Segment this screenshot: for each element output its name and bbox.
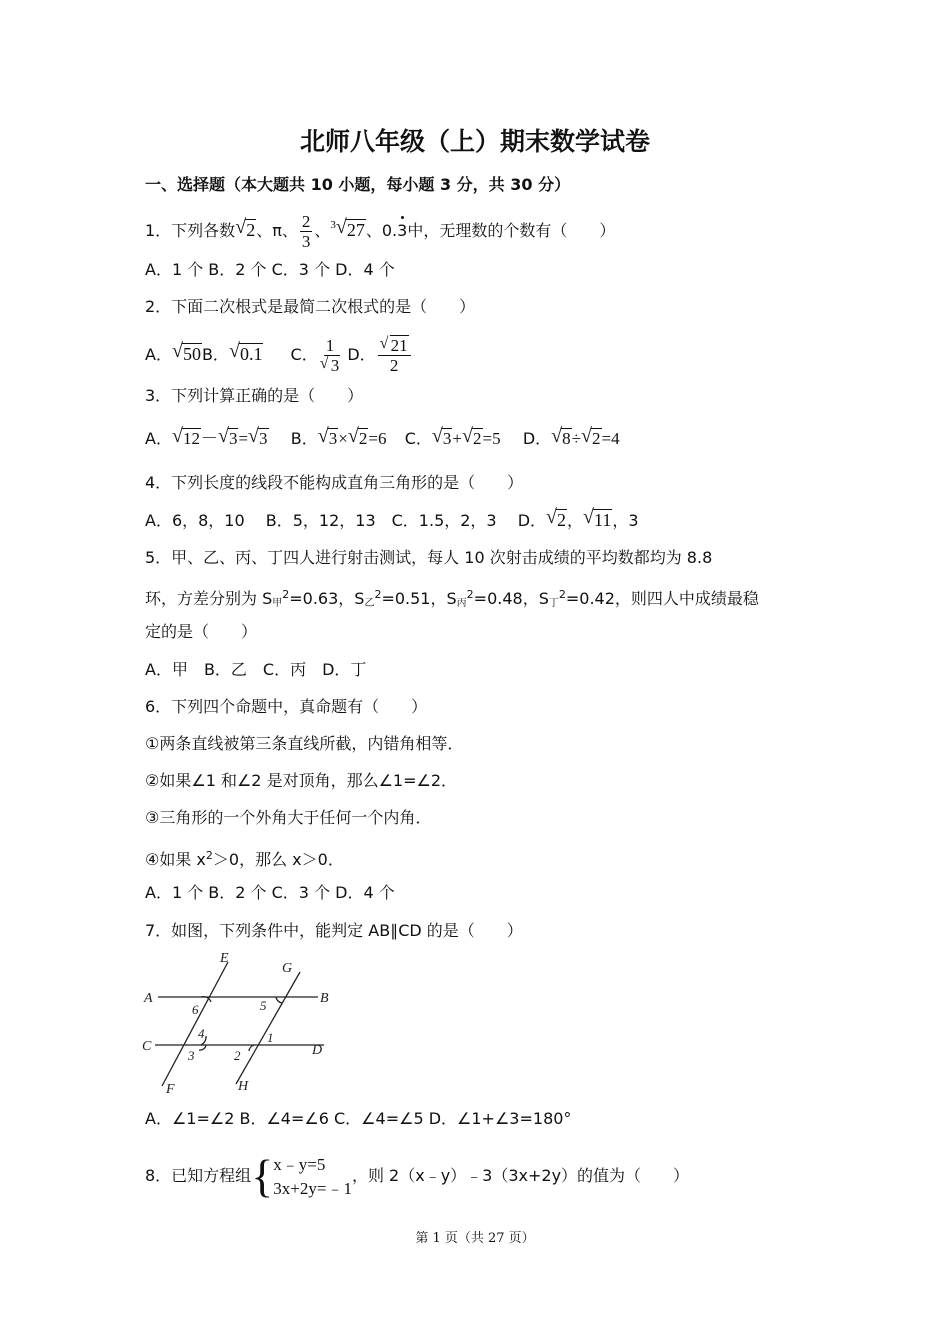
fraction-2-3: $\frac{2}{3}$	[301, 212, 311, 251]
proposition-3: ③三角形的一个外角大于任何一个内角．	[145, 808, 432, 827]
label-1: 1	[267, 1030, 274, 1045]
question-1-options: A．1 个 B．2 个 C．3 个 D．4 个	[145, 260, 395, 279]
repeating-digit: 3	[397, 221, 408, 240]
proposition-1: ①两条直线被第三条直线所截，内错角相等．	[145, 734, 464, 753]
question-2-options: A． √ 50B． √ 0.1 C． 1 √ 3 D． √ 21 2	[145, 336, 413, 375]
section-heading: 一、选择题（本大题共 10 小题，每小题 3 分，共 30 分）	[145, 175, 571, 194]
question-1: 1．下列各数 √ 2、π、 $\frac{2}{3}$ 、$^3$ √ 27、0.3中，无理数的个数有（ ）	[145, 212, 616, 251]
question-3: 3．下列计算正确的是（ ）	[145, 386, 364, 405]
parallel-lines-figure	[140, 950, 340, 1095]
label-2: 2	[234, 1048, 241, 1063]
question-5-options: A．甲 B．乙 C．丙 D．丁	[145, 660, 367, 679]
label-D: D	[312, 1043, 323, 1058]
question-2: 2．下面二次根式是最简二次根式的是（ ）	[145, 297, 476, 316]
question-7-options: A．∠1=∠2 B．∠4=∠6 C．∠4=∠5 D．∠1+∠3=180°	[145, 1109, 572, 1128]
proposition-2: ②如果∠1 和∠2 是对顶角，那么∠1=∠2．	[145, 771, 458, 790]
question-8: 8．已知方程组{ x﹣y=5 3x+2y=﹣1 ，则 2（x﹣y）﹣3（3x+2y）的值为（ ）	[145, 1150, 690, 1202]
sqrt-2: √ 2	[235, 216, 256, 240]
proposition-4: ④如果 $x^2>0$，那么 x＞0．	[145, 849, 344, 869]
question-5-line-2: 环，方差分别为 $S_甲^2=0.63$，$S_乙^2=0.51$，$S_丙^2=0.48$，$S_丁^2=0.42$，则四人中成绩最稳	[145, 588, 759, 609]
page-footer: 第 1 页（共 27 页）	[415, 1231, 535, 1246]
label-6: 6	[192, 1002, 199, 1017]
question-6: 6．下列四个命题中，真命题有（ ）	[145, 697, 428, 716]
label-B: B	[320, 991, 329, 1006]
label-5: 5	[260, 998, 267, 1013]
question-5-line-3: 定的是（ ）	[145, 622, 258, 641]
question-5-line-1: 5．甲、乙、丙、丁四人进行射击测试，每人 10 次射击成绩的平均数都均为 8.8	[145, 548, 713, 567]
label-E: E	[220, 951, 229, 966]
label-C: C	[142, 1039, 152, 1054]
label-4: 4	[198, 1026, 205, 1041]
question-4: 4．下列长度的线段不能构成直角三角形的是（ ）	[145, 473, 524, 492]
label-F: F	[166, 1082, 175, 1095]
page-title: 北师八年级（上）期末数学试卷	[299, 127, 650, 156]
equation-system: x﹣y=5 3x+2y=﹣1	[273, 1154, 352, 1198]
label-H: H	[238, 1079, 249, 1094]
question-7: 7．如图，下列条件中，能判定 AB∥CD 的是（ ）	[145, 921, 523, 940]
question-4-options: A．6，8，10 B．5，12，13 C．1.5，2，3 D． √ 2， √ 11，3	[145, 506, 639, 530]
label-A: A	[144, 991, 153, 1006]
question-3-options: A． √ 12－ √ 3= √ 3 B． √ 3× √ 2=6 C． √ 3+ √ 2=5 D． √ 8÷ √ 2=4	[145, 425, 620, 448]
label-3: 3	[188, 1048, 195, 1063]
cube-root-27: √ 27	[335, 216, 365, 240]
question-6-options: A．1 个 B．2 个 C．3 个 D．4 个	[145, 883, 395, 902]
left-brace: {	[251, 1150, 274, 1202]
label-G: G	[282, 961, 293, 976]
